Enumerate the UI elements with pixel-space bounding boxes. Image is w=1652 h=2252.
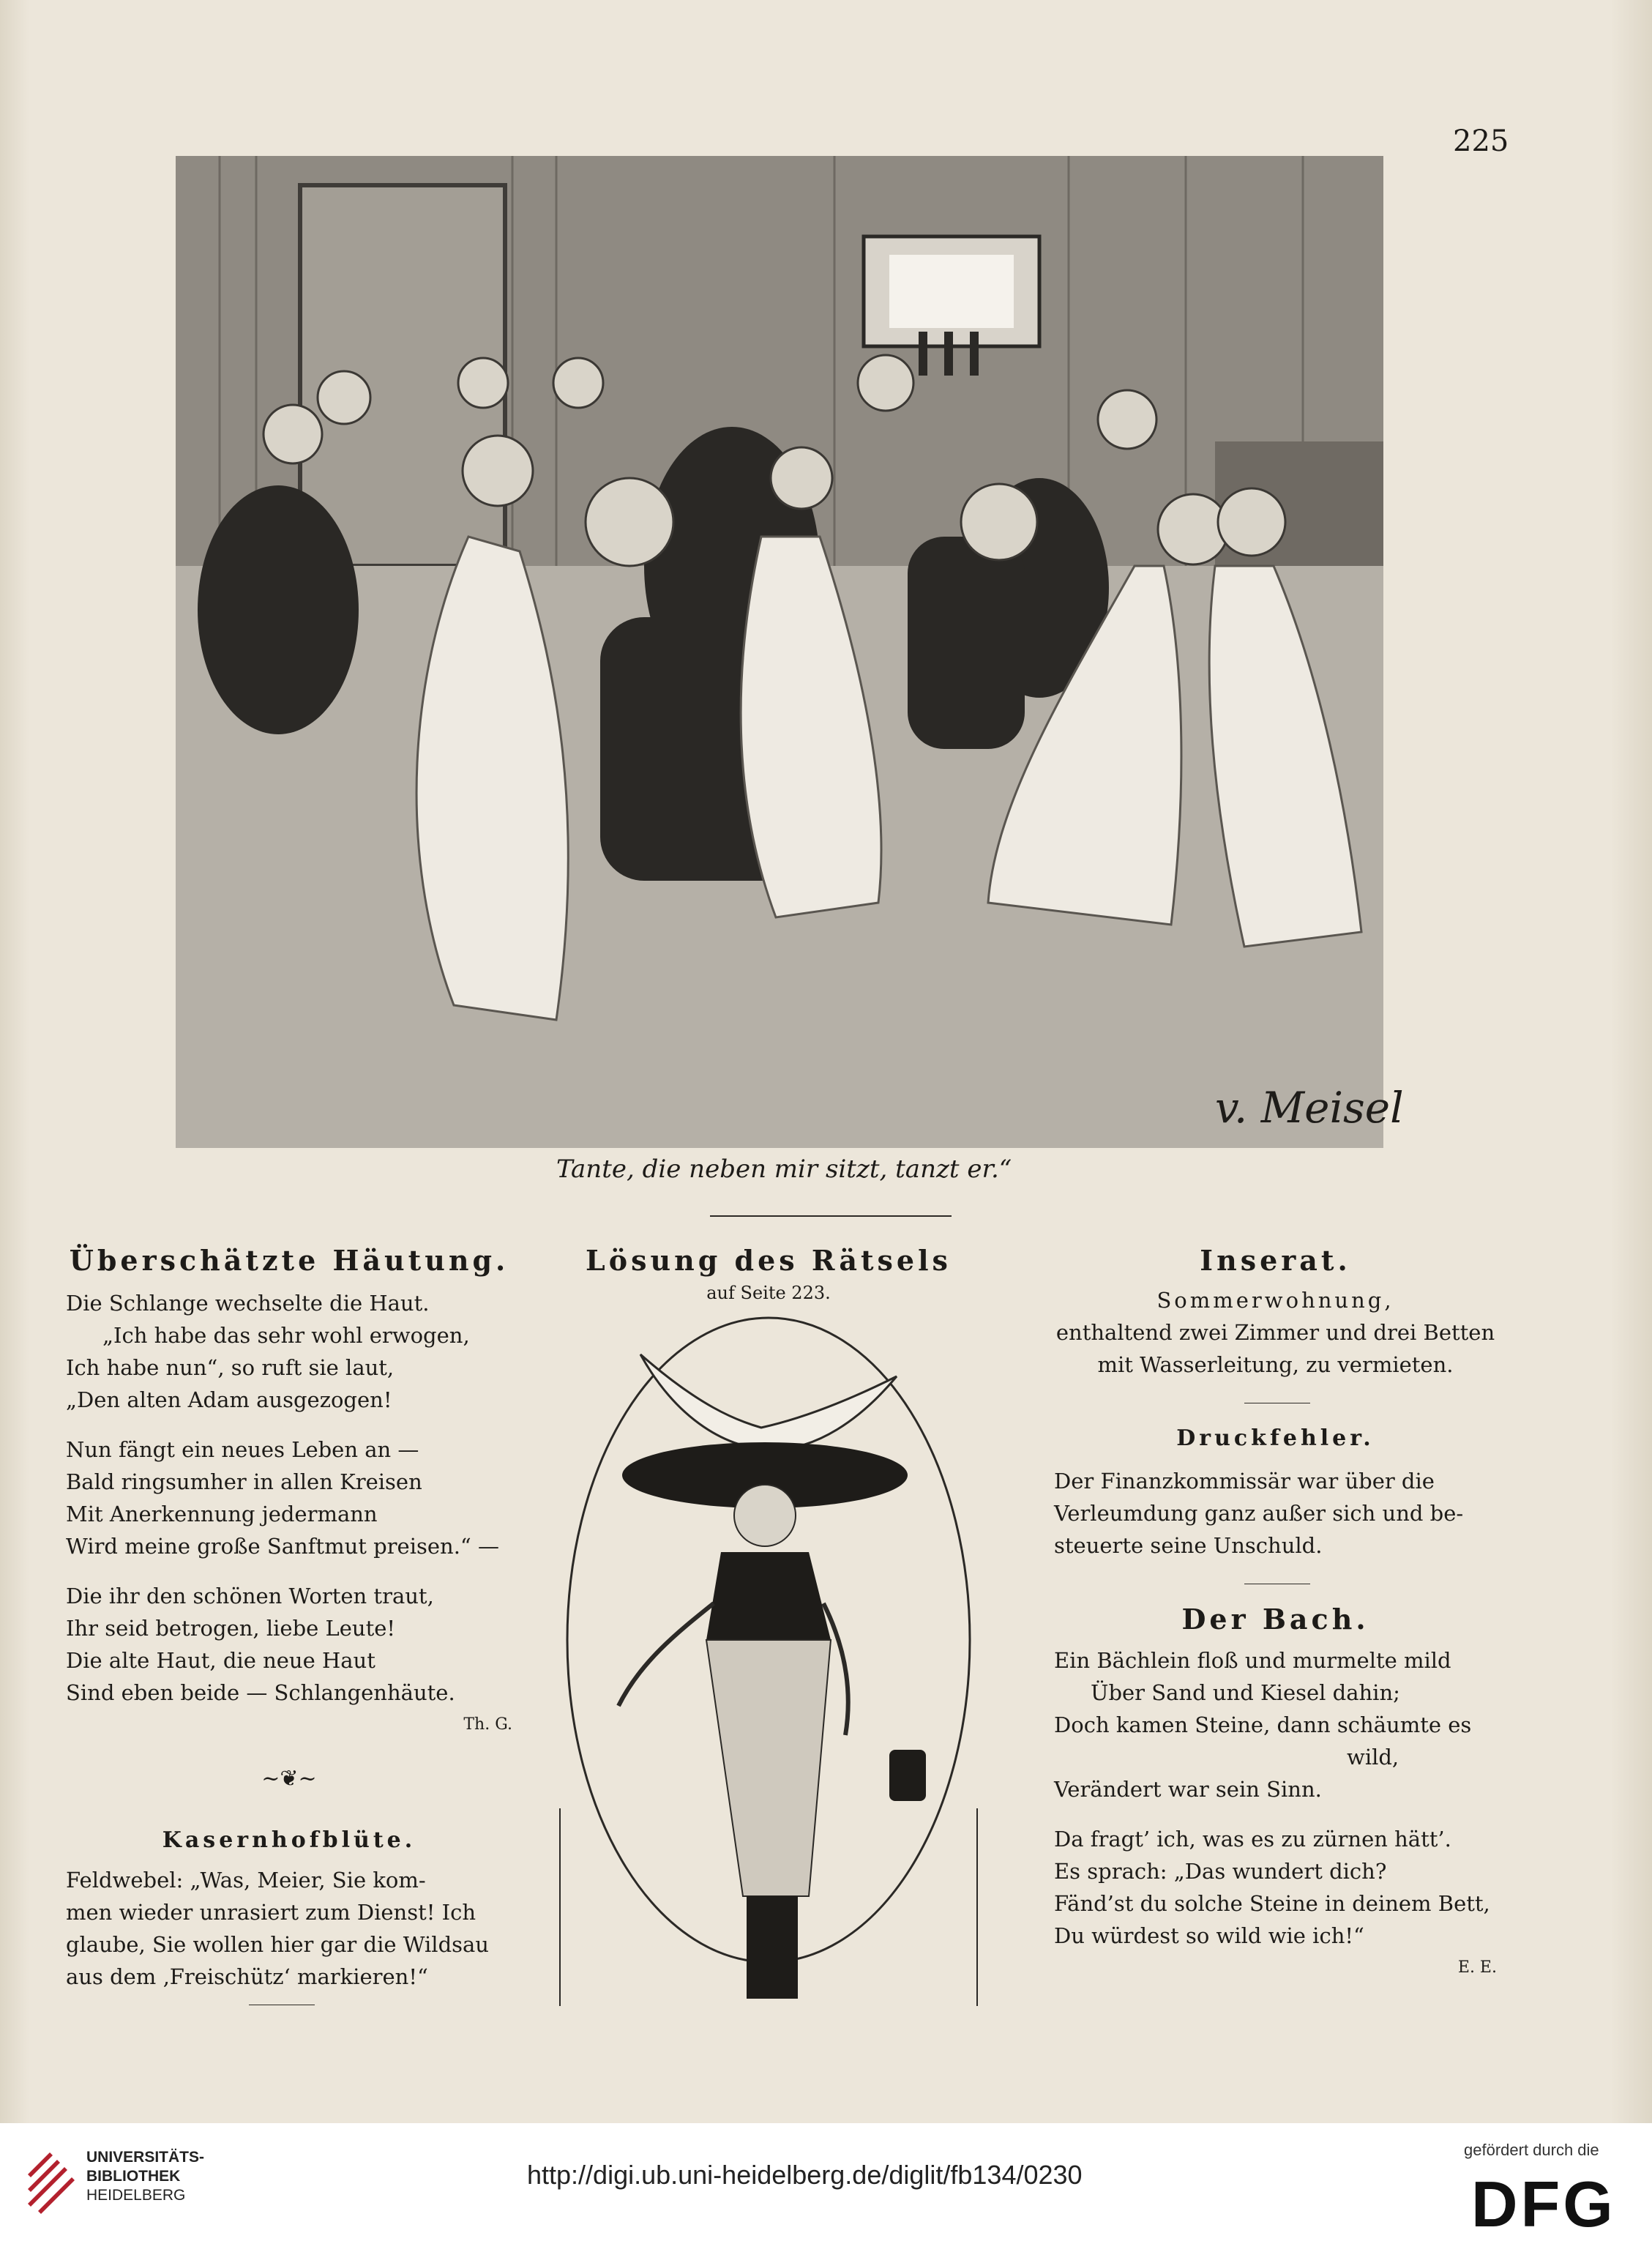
poem1-line: Die alte Haut, die neue Haut	[66, 1648, 375, 1673]
poem1-line: Mit Anerkennung jedermann	[66, 1502, 378, 1526]
riddle-title: Lösung des Rätsels	[586, 1244, 952, 1277]
artist-signature: v. Meisel	[1215, 1083, 1404, 1133]
bach-line: Ein Bächlein floß und murmelte mild	[1054, 1648, 1451, 1673]
funder-label: gefördert durch die	[1464, 2141, 1599, 2159]
bach-line: Verändert war sein Sinn.	[1054, 1777, 1322, 1802]
bach-line: Doch kamen Steine, dann schäumte es	[1054, 1712, 1472, 1737]
poem2-line: men wieder unrasiert zum Dienst! Ich	[66, 1900, 476, 1925]
dance-scene-drawing	[176, 156, 1404, 1148]
poem1-line: Sind eben beide — Schlangenhäute.	[66, 1680, 455, 1705]
university-library-name	[86, 2148, 204, 2205]
druckfehler-line: Verleumdung ganz außer sich und be-	[1054, 1501, 1464, 1526]
inserat-title: Inserat.	[1200, 1244, 1351, 1277]
poem2-line: glaube, Sie wollen hier gar die Wildsau	[66, 1932, 489, 1957]
bach-title: Der Bach.	[1181, 1603, 1369, 1636]
inserat-line: mit Wasserleitung, zu vermieten.	[1097, 1352, 1454, 1377]
left-column	[66, 1245, 512, 1993]
illustration-caption: Tante, die neben mir sitzt, tanzt er.“	[556, 1155, 1012, 1184]
bach-line: wild,	[1347, 1745, 1399, 1770]
poem1-line: Bald ringsumher in allen Kreisen	[66, 1469, 422, 1494]
riddle-solution-drawing	[553, 1296, 984, 2006]
poem1-line: Nun fängt ein neues Leben an —	[66, 1437, 419, 1462]
poem1-line: Wird meine große Sanftmut preisen.“ —	[66, 1534, 499, 1559]
library-line: HEIDELBERG	[86, 2187, 186, 2204]
bach-line: Fänd’st du solche Steine in deinem Bett,	[1054, 1891, 1490, 1916]
poem1-line: Ihr seid betrogen, liebe Leute!	[66, 1616, 396, 1641]
bach-line: Da fragt’ ich, was es zu zürnen hätt’.	[1054, 1827, 1451, 1852]
poem2-title: Kasernhofblüte.	[162, 1827, 416, 1853]
poem1-line: Die ihr den schönen Worten traut,	[66, 1584, 434, 1608]
page-number: 225	[1453, 124, 1509, 158]
poem2-line: aus dem ‚Freischütz‘ markieren!“	[66, 1964, 428, 1989]
bach-line: Du würdest so wild wie ich!“	[1054, 1923, 1364, 1948]
poem1-title: Überschätzte Häutung.	[69, 1244, 509, 1277]
library-line: UNIVERSITÄTS-	[86, 2149, 205, 2166]
poem1-line: „Ich habe das sehr wohl erwogen,	[102, 1323, 470, 1348]
right-column	[1054, 1245, 1497, 1984]
university-library-logo-icon	[20, 2145, 79, 2218]
poem1-line: „Den alten Adam ausgezogen!	[66, 1387, 392, 1412]
bach-line: Es sprach: „Das wundert dich?	[1054, 1859, 1387, 1884]
druckfehler-line: steuerte seine Unschuld.	[1054, 1533, 1323, 1558]
permalink-url[interactable]: http://digi.ub.uni-heidelberg.de/diglit/fb134/0230	[527, 2160, 1083, 2190]
viewer-footer	[0, 2123, 1652, 2252]
riddle-subtitle: auf Seite 223.	[706, 1283, 831, 1303]
caption-divider	[710, 1215, 952, 1217]
inserat-line: enthaltend zwei Zimmer und drei Betten	[1055, 1320, 1495, 1345]
library-line: BIBLIOTHEK	[86, 2168, 181, 2185]
druckfehler-title: Druckfehler.	[1176, 1425, 1375, 1451]
druckfehler-line: Der Finanzkommissär war über die	[1054, 1469, 1435, 1494]
ornament-divider: ~❦~	[261, 1766, 317, 1791]
bach-signature: E. E.	[1457, 1958, 1497, 1977]
poem1-line: Ich habe nun“, so ruft sie laut,	[66, 1355, 395, 1380]
inserat-heading: Sommerwohnung,	[1156, 1288, 1394, 1313]
dance-illustration	[176, 156, 1404, 1148]
poem1-signature: Th. G.	[463, 1715, 512, 1734]
dfg-logo: DFG	[1471, 2168, 1616, 2240]
poem2-line: Feldwebel: „Was, Meier, Sie kom-	[66, 1868, 426, 1893]
poem1-line: Die Schlange wechselte die Haut.	[66, 1291, 430, 1316]
bach-line: Über Sand und Kiesel dahin;	[1091, 1680, 1400, 1705]
